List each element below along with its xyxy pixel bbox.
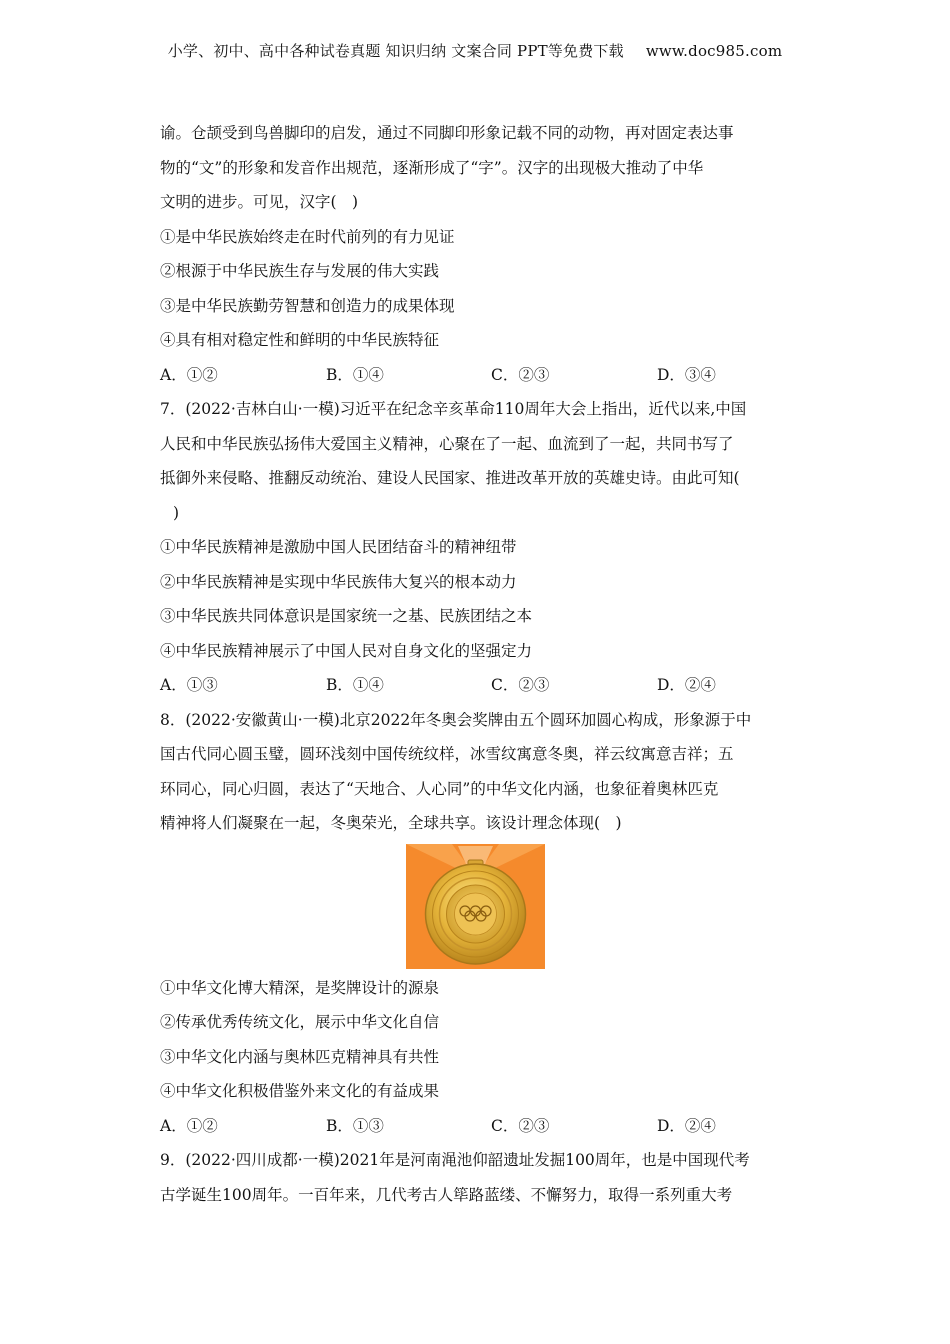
- q8-option-c[interactable]: C．②③: [491, 1116, 550, 1135]
- q6-statement: ①是中华民族始终走在时代前列的有力见证: [160, 227, 455, 246]
- header-text: 小学、初中、高中各种试卷真题 知识归纳 文案合同 PPT等免费下载: [167, 42, 624, 60]
- q7-stem-line: 抵御外来侵略、推翻反动统治、建设人民国家、推进改革开放的英雄史诗。由此可知(: [160, 469, 740, 487]
- q7-options: [160, 668, 790, 703]
- q7-statement: ③中华民族共同体意识是国家统一之基、民族团结之本: [160, 607, 533, 625]
- q8-options: [160, 1109, 790, 1144]
- q6-statement: ④具有相对稳定性和鲜明的中华民族特征: [160, 331, 440, 349]
- q8-option-d[interactable]: D．②④: [657, 1116, 716, 1135]
- q7-option-a[interactable]: A．①③: [160, 676, 218, 694]
- q8-option-a[interactable]: A．①②: [160, 1116, 218, 1135]
- q6-stem-line: 文明的进步。可见，汉字( ): [160, 193, 359, 211]
- q7-stem-line: 7．(2022·吉林白山·一模)习近平在纪念辛亥革命110周年大会上指出，近代以来,中国: [160, 400, 747, 418]
- question-8: [160, 703, 790, 1144]
- q7-statement: ②中华民族精神是实现中华民族伟大复兴的根本动力: [160, 572, 517, 591]
- q8-stem-line: 精神将人们凝聚在一起，冬奥荣光，全球共享。该设计理念体现( ): [160, 814, 622, 832]
- q7-stem-line: ): [173, 503, 180, 522]
- question-7: [160, 392, 790, 703]
- q6-statement: ②根源于中华民族生存与发展的伟大实践: [160, 262, 440, 280]
- q8-statement: ②传承优秀传统文化，展示中华文化自信: [160, 1013, 440, 1031]
- q9-stem-line: 古学诞生100周年。一百年来，几代考古人筚路蓝缕、不懈努力，取得一系列重大考: [160, 1185, 733, 1204]
- q8-statement: ③中华文化内涵与奥林匹克精神具有共性: [160, 1047, 440, 1066]
- q6-statement: ③是中华民族勤劳智慧和创造力的成果体现: [160, 296, 455, 315]
- q7-stem-line: 人民和中华民族弘扬伟大爱国主义精神，心聚在了一起、血流到了一起，共同书写了: [160, 434, 734, 453]
- question-6: [160, 116, 790, 392]
- header-url[interactable]: www.doc985.com: [645, 42, 783, 60]
- q7-option-b[interactable]: B．①④: [326, 676, 384, 694]
- q7-option-c[interactable]: C．②③: [491, 676, 550, 694]
- q6-option-b[interactable]: B．①④: [326, 365, 384, 384]
- medal-figure: [160, 841, 790, 971]
- q6-options: [160, 358, 790, 393]
- q7-statement: ①中华民族精神是激励中国人民团结奋斗的精神纽带: [160, 538, 517, 556]
- q8-stem-line: 环同心，同心归圆，表达了“天地合、人心同”的中华文化内涵，也象征着奥林匹克: [160, 779, 719, 798]
- q8-option-b[interactable]: B．①③: [326, 1116, 384, 1135]
- question-9: [160, 1143, 790, 1212]
- q6-option-c[interactable]: C．②③: [491, 365, 550, 384]
- q9-stem-line: 9．(2022·四川成都·一模)2021年是河南渑池仰韶遗址发掘100周年，也是中国现代考: [160, 1151, 750, 1169]
- q7-statement: ④中华民族精神展示了中国人民对自身文化的坚强定力: [160, 641, 533, 660]
- q7-option-d[interactable]: D．②④: [657, 676, 716, 694]
- q6-option-a[interactable]: A．①②: [160, 365, 218, 384]
- q8-statement: ①中华文化博大精深，是奖牌设计的源泉: [160, 978, 440, 997]
- page-header: [0, 40, 950, 61]
- q8-stem-line: 国古代同心圆玉璧，圆环浅刻中国传统纹样，冰雪纹寓意冬奥，祥云纹寓意吉祥；五: [160, 745, 734, 763]
- document-body: [160, 116, 790, 1212]
- q6-stem-line: 物的“文”的形象和发音作出规范，逐渐形成了“字”。汉字的出现极大推动了中华: [160, 158, 704, 177]
- q8-stem-line: 8．(2022·安徽黄山·一模)北京2022年冬奥会奖牌由五个圆环加圆心构成，形象源于中: [160, 710, 752, 729]
- olympic-medal-icon: [406, 844, 545, 969]
- q8-statement: ④中华文化积极借鉴外来文化的有益成果: [160, 1082, 440, 1100]
- q6-option-d[interactable]: D．③④: [657, 365, 716, 384]
- q6-stem-line: 谕。仓颉受到鸟兽脚印的启发，通过不同脚印形象记载不同的动物，再对固定表达事: [160, 124, 734, 142]
